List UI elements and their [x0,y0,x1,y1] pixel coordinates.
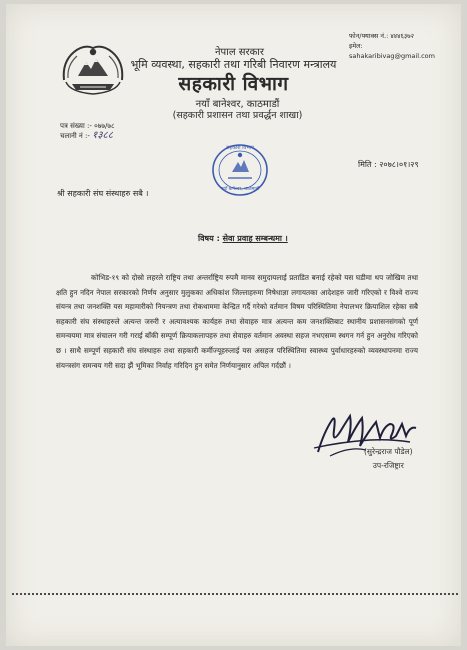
dispatch-number: १३८८ [92,130,113,141]
letter-body [56,271,418,373]
phone-number: फोन/फ्याक्स नं.: ४४४६३७२ [349,32,414,40]
subject-line [198,233,288,244]
stamp-text-top: सहकारी विभाग [226,145,254,151]
letter-date: मिति : २०७८।०१।२९ [358,160,419,169]
letter-number-label: पत्र संख्या :- [60,122,92,130]
department-title: सहकारी विभाग [178,73,289,95]
signatory-title: उप-रजिष्ट्रार [372,461,404,470]
branch-name: (सहकारी प्रशासन तथा प्रवर्द्धन शाखा) [172,110,303,121]
email-address: इमेल: sahakaribivag@gmail.com [349,42,435,60]
recipient: श्री सहकारी संघ संस्थाहरु सबै । [57,189,149,198]
government-name: नेपाल सरकार [215,47,264,58]
body-paragraph: कोभिड-१९ को दोस्रो लहरले राष्ट्रिय तथा अन्तर्राष्ट्रिय रुपमै मानव समुदायलाई प्रताडित बनाई रहेको यस घडीमा थप जोखिम तथा क्षति हुन नदिन नेपाल सरकारको निर्णय अनुसार मुलुकका अधिकांश जिल्लाहरुमा निषेधाज्ञा लगायतका आदेशहरु जारी गरिएको र विश्वे राज्य संयन्त्र तथा जनशक्ति यस महामारीको नियन्त्रण तथा रोकथाममा केन्द्रित गर्दै गरेको वर्तमान विषम परिस्थितिमा नेपालभर क्रियाशिल रहेका सबै सहकारी संघ संस्थाहरुले अत्यन्त जरुरी र अत्यावश्यक कार्यहरु तथा सेवाहरु मात्र अत्यन्त कम जनशक्तिबाट स्थानीय प्रशासनसंगको पूर्ण समन्वयमा मात्र संचालन गरी गराई बाँकी सम्पूर्ण क्रियाकलापहरु तथा सेवाहरु वर्तमान अवस्था सहज नभएसम्म स्थगन गर्न हुन अनुरोध गरिएको छ । साथै सम्पूर्ण सहकारी संघ संस्थाहरु तथा सहकारी कर्मीज्यूहरुलाई यस असहज परिस्थितिमा स्वास्थ्य पुर्वाधारहरुको व्यवस्थापनमा राज्य संयन्त्रसंग समन्वय गरी सदा झैं भूमिका निर्वाह गरिदिन हुन समेत निर्णयानुसार अपिल गर्दछौं । [56,273,418,370]
stamp-text-bottom: नयाँ बानेश्वर, काठमाडौं [220,187,260,192]
dispatch-number-label: चलानी नं :- [60,132,90,140]
subject-label: विषय : [198,234,220,243]
office-address: नयाँ बानेश्वर, काठमाडौं [195,99,280,110]
reference-block [60,121,115,141]
signatory-block [364,445,413,473]
letter-page [6,4,461,646]
letter-number: ०७७/७८ [94,122,115,130]
subject-text: सेवा प्रवाह सम्बन्धमा । [222,234,288,243]
dotted-footer-line [12,593,458,595]
ministry-name: भूमि व्यवस्था, सहकारी तथा गरिबी निवारण मन्त्रालय [130,58,337,71]
signatory-name: (सुरेन्द्रराज पौडेल) [364,447,413,456]
